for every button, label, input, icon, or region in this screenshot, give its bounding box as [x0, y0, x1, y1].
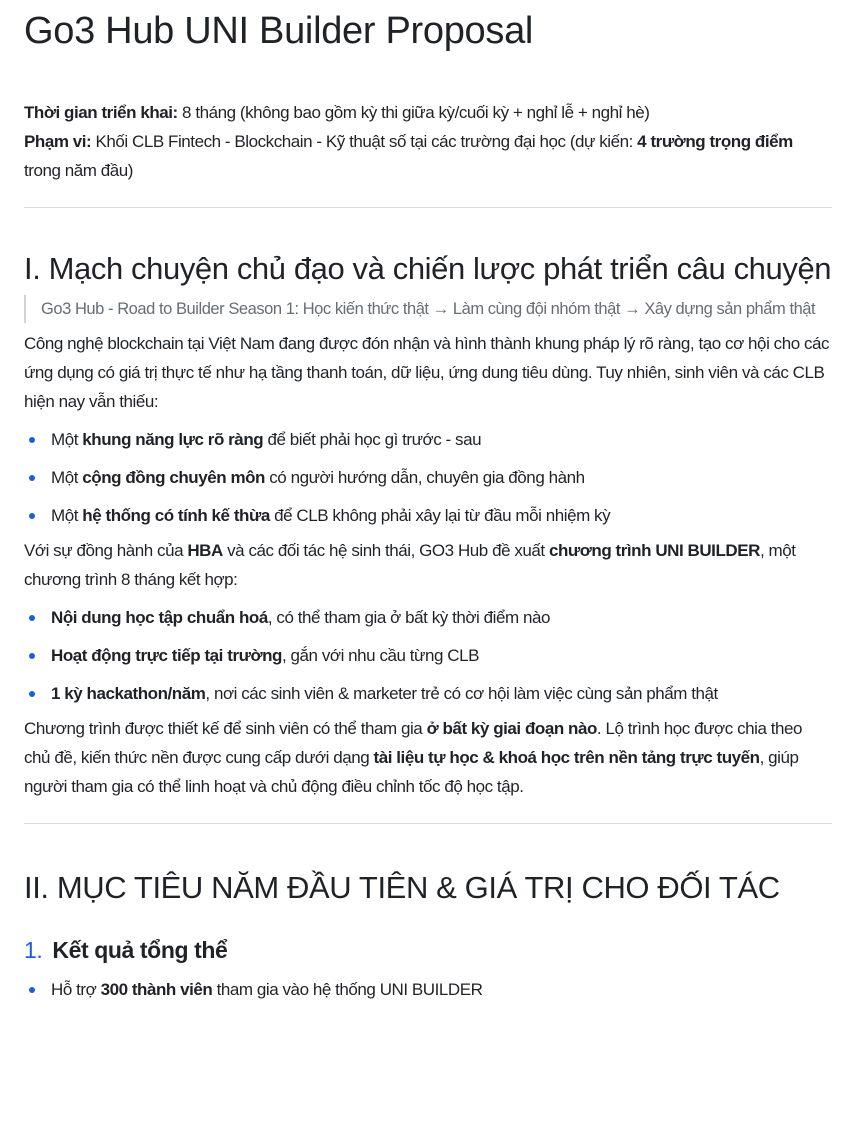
bullet-icon [29, 987, 35, 993]
section-2-heading: II. MỤC TIÊU NĂM ĐẦU TIÊN & GIÁ TRỊ CHO ĐỐI TÁC [24, 870, 780, 905]
proposal-paragraph [24, 536, 832, 594]
bullet-icon [29, 475, 35, 481]
needs-list [24, 425, 832, 530]
list-item [24, 501, 832, 530]
text-run: tham gia vào hệ thống UNI BUILDER [212, 980, 483, 999]
text-run: và các đối tác hệ sinh thái, GO3 Hub đề xuất [222, 541, 549, 560]
bold-text: tài liệu tự học & khoá học trên nền tảng trực tuyến [373, 748, 760, 767]
bold-text: Phạm vi: [24, 132, 92, 151]
text-run: Hỗ trợ [51, 980, 101, 999]
bold-text: Thời gian triển khai: [24, 103, 178, 122]
text-run: Chương trình được thiết kế để sinh viên có thể tham gia [24, 719, 427, 738]
intro-paragraph [24, 329, 832, 416]
bold-text: 1 kỳ hackathon/năm [51, 684, 206, 703]
meta-scope [24, 127, 832, 185]
text-run: Một [51, 506, 83, 525]
text-run: , có thể tham gia ở bất kỳ thời điểm nào [267, 608, 550, 627]
meta-duration [24, 98, 832, 127]
text-run: , gắn với nhu cầu từng CLB [281, 646, 479, 665]
text-run: Một [51, 468, 83, 487]
bullet-icon [29, 513, 35, 519]
list-item [24, 641, 832, 670]
text-run: Công nghệ blockchain tại Việt Nam đang được đón nhận và hình thành khung pháp lý rõ ràng, tạo cơ hội cho các ứng dụng có giá trị thực tế như hạ tầng thanh toán, dữ liệu, ứng dung tiêu dùng. Tuy nhiên, sinh viên và các CLB hiện nay vẫn thiếu: [24, 334, 830, 411]
bullet-icon [29, 615, 35, 621]
list-item [24, 975, 832, 1004]
text-run: , giúp người tham gia có thể linh hoạt và chủ động điều chỉnh tốc độ học tập. [24, 748, 799, 796]
bold-text: ở bất kỳ giai đoạn nào [426, 719, 597, 738]
closing-paragraph [24, 714, 832, 801]
text-run: Khối CLB Fintech - Blockchain - Kỹ thuật số tại các trường đại học (dự kiến: [91, 132, 638, 151]
bold-text: khung năng lực rõ ràng [82, 430, 264, 449]
text-run: . Lộ trình học được chia theo chủ đề, kiến thức nền được cung cấp dưới dạng [24, 719, 803, 767]
text-run: trong năm đầu) [24, 161, 133, 180]
text-run: để CLB không phải xây lại từ đầu mỗi nhiệm kỳ [269, 506, 611, 525]
list-item [24, 425, 832, 454]
bold-text: chương trình UNI BUILDER [548, 541, 760, 560]
bold-text: cộng đồng chuyên môn [82, 468, 265, 487]
section-1-heading: I. Mạch chuyện chủ đạo và chiến lược phát triển câu chuyện [24, 251, 832, 286]
text-run: có người hướng dẫn, chuyên gia đồng hành [264, 468, 585, 487]
meta-info [24, 98, 832, 185]
divider [24, 207, 832, 208]
list-item [24, 463, 832, 492]
list-item [24, 603, 832, 632]
text-run: để biết phải học gì trước - sau [263, 430, 482, 449]
components-list [24, 603, 832, 708]
subsection-heading [24, 934, 832, 966]
text-run: , nơi các sinh viên & marketer trẻ có cơ hội làm việc cùng sản phẩm thật [205, 684, 718, 703]
bold-text: 300 thành viên [100, 980, 213, 999]
text-run: 8 tháng (không bao gồm kỳ thi giữa kỳ/cuối kỳ + nghỉ lễ + nghỉ hè) [177, 103, 650, 122]
bold-text: Hoạt động trực tiếp tại trường [51, 646, 282, 665]
subsection-title: Kết quả tổng thể [52, 937, 228, 963]
text-run: Một [51, 430, 83, 449]
bold-text: HBA [187, 541, 223, 560]
page-title: Go3 Hub UNI Builder Proposal [24, 10, 534, 52]
bullet-icon [29, 691, 35, 697]
text-run: , một chương trình 8 tháng kết hợp: [24, 541, 796, 589]
bold-text: 4 trường trọng điểm [637, 132, 793, 151]
tagline-quote: Go3 Hub - Road to Builder Season 1: Học kiến thức thật → Làm cùng đội nhóm thật → Xây dựng sản phẩm thật [24, 295, 832, 323]
subsection-number: 1. [24, 937, 43, 963]
divider [24, 823, 832, 824]
list-item [24, 679, 832, 708]
bullet-icon [29, 437, 35, 443]
results-list [24, 975, 832, 1004]
bold-text: hệ thống có tính kế thừa [82, 506, 270, 525]
bullet-icon [29, 653, 35, 659]
text-run: Với sự đồng hành của [24, 541, 188, 560]
bold-text: Nội dung học tập chuẩn hoá [51, 608, 268, 627]
